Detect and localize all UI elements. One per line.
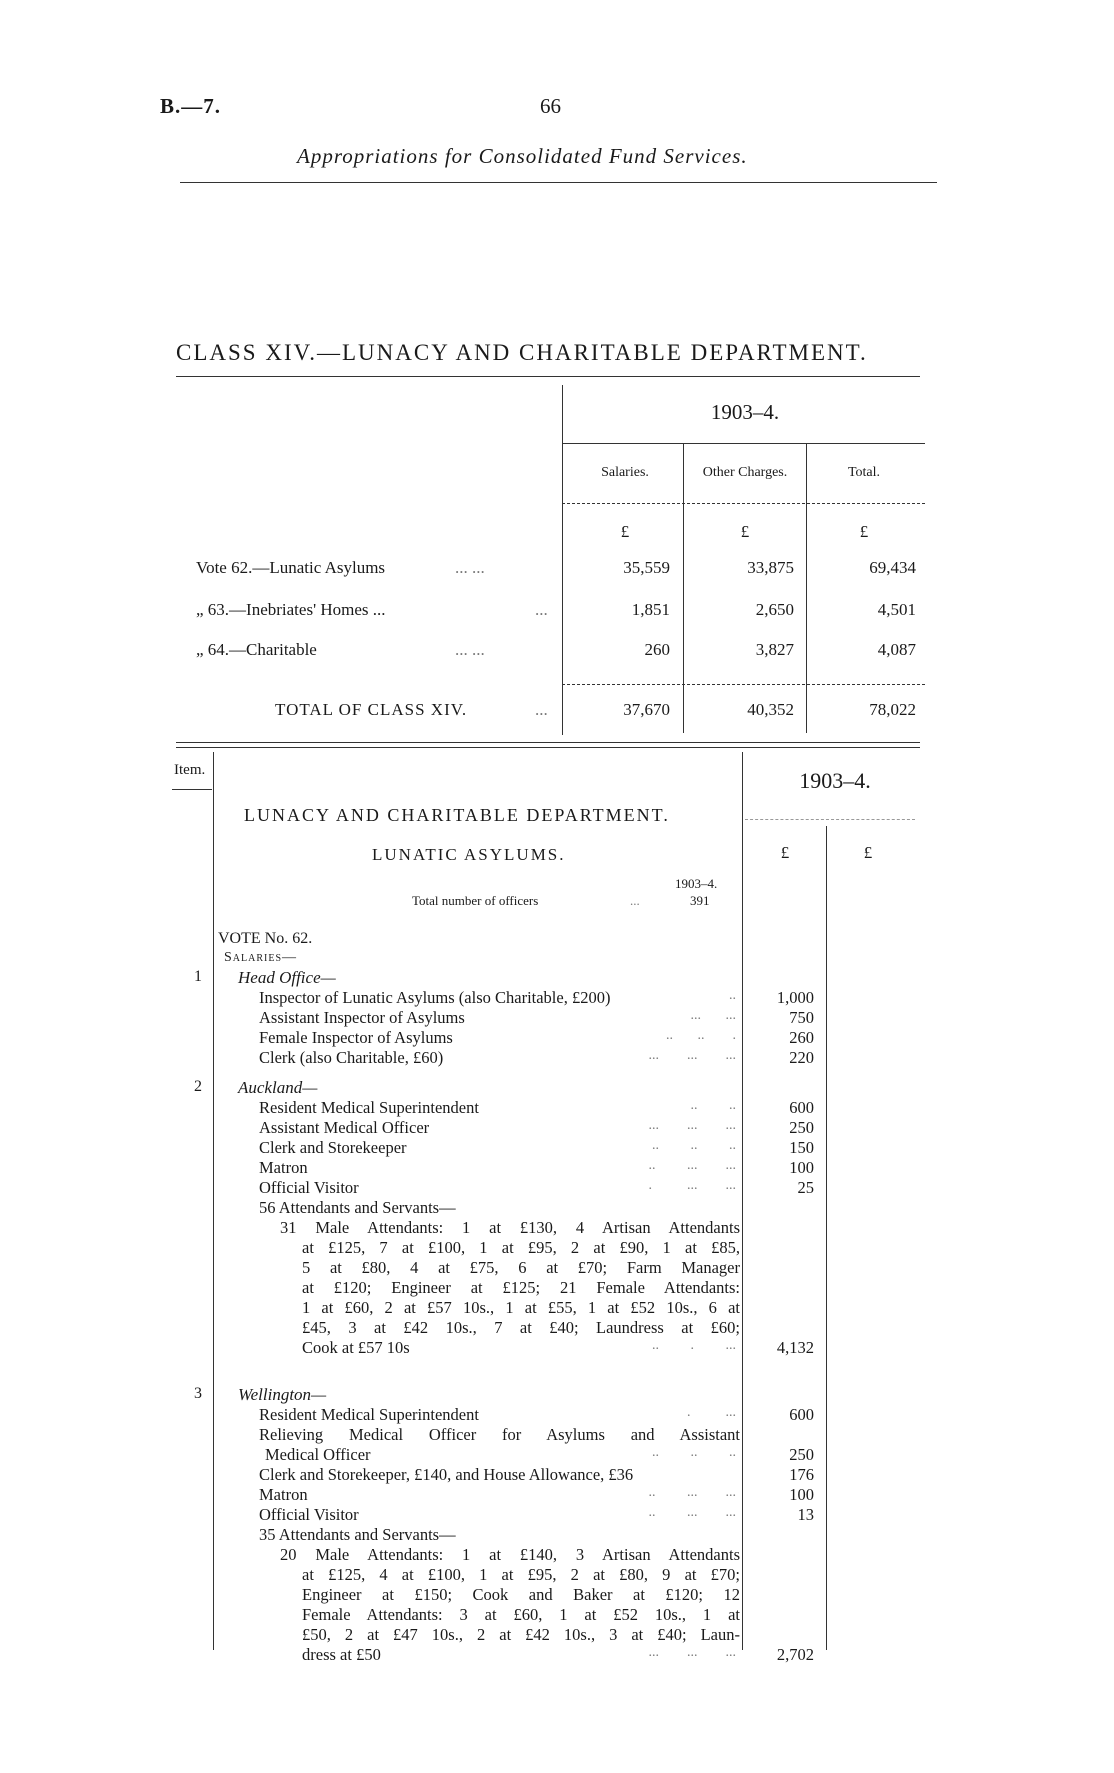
item-heading: Auckland— <box>238 1078 318 1097</box>
detail-line-text: Resident Medical Superintendent <box>259 1405 479 1424</box>
item-header-rule <box>172 789 212 790</box>
detail-line-amount: 13 <box>797 1505 814 1524</box>
detail-line-dots: .. . ... <box>652 1338 736 1353</box>
detail-line-text: £45, 3 at £42 10s., 7 at £40; Laundress at £60; <box>302 1318 740 1337</box>
detail-line-amount: 600 <box>789 1405 814 1424</box>
class-heading: CLASS XIV.—LUNACY AND CHARITABLE DEPARTMENT. <box>176 340 868 365</box>
dept-heading: LUNACY AND CHARITABLE DEPARTMENT. <box>244 805 670 825</box>
detail-line-amount: 4,132 <box>776 1338 814 1357</box>
section-double-rule-lower <box>176 747 920 748</box>
detail-line-text: Assistant Medical Officer <box>259 1118 430 1137</box>
detail-line-text: Matron <box>259 1158 308 1177</box>
row-label: „ 64.—Charitable <box>196 640 317 659</box>
detail-line-text: Resident Medical Superintendent <box>259 1098 479 1117</box>
total-column-divider <box>826 826 827 1650</box>
row-other: 2,650 <box>755 600 794 619</box>
currency-amount: £ <box>780 843 790 862</box>
row-total: 4,087 <box>877 640 916 659</box>
item-number: 2 <box>194 1078 202 1095</box>
row-label: Vote 62.—Lunatic Asylums <box>196 558 386 577</box>
header-rule <box>180 182 937 183</box>
detail-line-dots: ... ... <box>690 1008 736 1023</box>
total-total: 78,022 <box>869 700 916 719</box>
class-heading-rule <box>176 376 920 377</box>
page-number: 66 <box>540 94 561 118</box>
officers-dots: ... <box>630 893 640 908</box>
page-title: Appropriations for Consolidated Fund Services. <box>297 144 748 168</box>
row-salaries: 260 <box>644 640 670 659</box>
item-number: 1 <box>194 968 202 985</box>
detail-line-text: Cook at £57 10s <box>302 1338 410 1357</box>
detail-line-amount: 2,702 <box>776 1645 814 1664</box>
total-dots: ... <box>535 700 548 719</box>
detail-line-amount: 100 <box>789 1158 814 1177</box>
detail-line-text: at £125, 4 at £100, 1 at £95, 2 at £80, 9 at £70; <box>302 1565 740 1584</box>
detail-line-dots: .. ... ... <box>648 1485 736 1500</box>
detail-line-text: 1 at £60, 2 at £57 10s., 1 at £55, 1 at £52 10s., 6 at <box>302 1298 740 1317</box>
detail-line-dots: .. .. . <box>666 1028 736 1043</box>
detail-line-text: at £125, 7 at £100, 1 at £95, 2 at £90, 1 at £85, <box>302 1238 740 1257</box>
detail-line-text: 31 Male Attendants: 1 at £130, 4 Artisan Attendants <box>280 1218 740 1237</box>
detail-line-text: Engineer at £150; Cook and Baker at £120; 12 <box>302 1585 740 1604</box>
total-salaries: 37,670 <box>623 700 670 719</box>
section-double-rule <box>176 742 920 743</box>
detail-line-dots: ... ... ... <box>648 1645 736 1660</box>
detail-line-amount: 100 <box>789 1485 814 1504</box>
detail-line-dots: ... ... ... <box>648 1048 736 1063</box>
detail-line-amount: 750 <box>789 1008 814 1027</box>
col-total: Total. <box>847 465 881 480</box>
detail-line-text: Inspector of Lunatic Asylums (also Charitable, £200) <box>259 988 611 1007</box>
sub-heading: LUNATIC ASYLUMS. <box>372 845 566 864</box>
detail-line-amount: 600 <box>789 1098 814 1117</box>
detail-line-dots: .. .. .. <box>652 1445 736 1460</box>
detail-line-text: Assistant Inspector of Asylums <box>259 1008 465 1027</box>
detail-line-amount: 250 <box>789 1118 814 1137</box>
salaries-label: Salaries— <box>224 950 298 965</box>
officers-year: 1903–4. <box>675 876 718 891</box>
col-other-charges: Other Charges. <box>702 465 788 480</box>
detail-line-text: Female Inspector of Asylums <box>259 1028 453 1047</box>
total-other: 40,352 <box>747 700 794 719</box>
currency-total: £ <box>859 522 869 541</box>
row-total: 69,434 <box>869 558 916 577</box>
detail-line-text: Clerk and Storekeeper <box>259 1138 407 1157</box>
item-heading: Head Office— <box>238 968 336 987</box>
detail-line-text: Relieving Medical Officer for Asylums and Assistant <box>259 1425 740 1444</box>
detail-line-dots: .. .. <box>690 1098 736 1113</box>
detail-line-amount: 150 <box>789 1138 814 1157</box>
detail-line-text: 35 Attendants and Servants— <box>259 1525 456 1544</box>
officers-value: 391 <box>690 893 710 908</box>
year-header-rule <box>745 819 915 820</box>
row-dots: ... <box>535 600 548 619</box>
detail-line-amount: 1,000 <box>776 988 814 1007</box>
row-dots: ... ... <box>455 640 485 659</box>
detail-line-text: Female Attendants: 3 at £60, 1 at £52 10s., 1 at <box>302 1605 740 1624</box>
row-other: 33,875 <box>747 558 794 577</box>
item-column-header: Item. <box>174 762 206 778</box>
summary-year: 1903–4. <box>710 400 780 424</box>
row-salaries: 1,851 <box>631 600 670 619</box>
detail-line-text: £50, 2 at £47 10s., 2 at £42 10s., 3 at £40; Laun- <box>302 1625 740 1644</box>
detail-line-text: Official Visitor <box>259 1178 359 1197</box>
detail-line-text: dress at £50 <box>302 1645 381 1664</box>
detail-line-dots: ... ... ... <box>648 1118 736 1133</box>
row-total: 4,501 <box>877 600 916 619</box>
officers-label: Total number of officers <box>412 893 539 908</box>
total-label: TOTAL OF CLASS XIV. <box>275 700 468 719</box>
detail-line-text: Matron <box>259 1485 308 1504</box>
row-salaries: 35,559 <box>623 558 670 577</box>
detail-line-text: Official Visitor <box>259 1505 359 1524</box>
detail-line-amount: 25 <box>797 1178 814 1197</box>
detail-line-amount: 260 <box>789 1028 814 1047</box>
currency-salaries: £ <box>620 522 630 541</box>
detail-line-text: 20 Male Attendants: 1 at £140, 3 Artisan Attendants <box>280 1545 740 1564</box>
detail-line-text: Clerk and Storekeeper, £140, and House Allowance, £36 <box>259 1465 634 1484</box>
detail-line-text: 56 Attendants and Servants— <box>259 1198 456 1217</box>
currency-other: £ <box>740 522 750 541</box>
detail-line-dots: .. ... ... <box>648 1158 736 1173</box>
col-salaries: Salaries. <box>601 465 649 480</box>
detail-line-dots: . ... <box>687 1405 736 1420</box>
detail-line-amount: 250 <box>789 1445 814 1464</box>
row-label: „ 63.—Inebriates' Homes ... <box>196 600 386 619</box>
vote-heading: VOTE No. 62. <box>218 930 313 947</box>
detail-year: 1903–4. <box>799 768 871 793</box>
detail-line-dots: .. <box>729 988 736 1003</box>
detail-line-dots: .. ... ... <box>648 1505 736 1520</box>
detail-line-amount: 176 <box>789 1465 814 1484</box>
detail-line-amount: 220 <box>789 1048 814 1067</box>
detail-line-text: at £120; Engineer at £125; 21 Female Attendants: <box>302 1278 740 1297</box>
row-other: 3,827 <box>755 640 794 659</box>
detail-line-dots: . ... ... <box>648 1178 736 1193</box>
detail-line-text: Clerk (also Charitable, £60) <box>259 1048 444 1067</box>
detail-line-text: 5 at £80, 4 at £75, 6 at £70; Farm Manager <box>302 1258 740 1277</box>
item-column-divider <box>213 752 214 1650</box>
document-ref: B.—7. <box>160 94 222 118</box>
currency-total: £ <box>863 843 873 862</box>
item-number: 3 <box>194 1385 202 1402</box>
detail-line-text: Medical Officer <box>265 1445 371 1464</box>
detail-line-dots: .. .. .. <box>652 1138 736 1153</box>
item-heading: Wellington— <box>238 1385 327 1404</box>
row-dots: ... ... <box>455 558 485 577</box>
amount-column-divider <box>742 752 743 1650</box>
